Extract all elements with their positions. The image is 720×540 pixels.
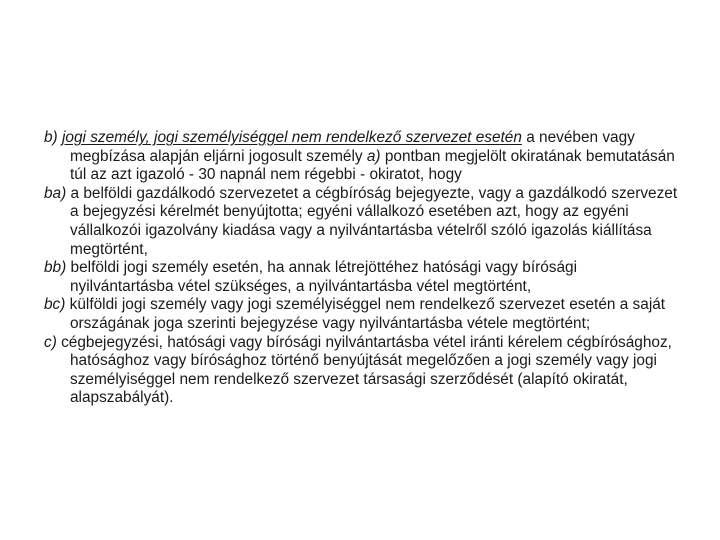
paragraph-reference: a)	[366, 147, 381, 165]
paragraph-text: cégbejegyzési, hatósági vagy bírósági nyilvántartásba vétel iránti kérelem cégbírósághoz, hatósághoz vagy bírósághoz történő benyújtását megelőzően a jogi személy vagy jogi személyiséggel nem rendelkező szervezet társasági szerződését (alapító okiratát, alapszabályát).	[56, 333, 672, 407]
paragraph-text: pontban megjelölt okiratának bemutatásán túl az azt igazoló - 30 napnál nem régebbi - okiratot, hogy	[70, 147, 675, 184]
paragraph-text: külföldi jogi személy vagy jogi személyiséggel nem rendelkező szervezet esetén a saját országának joga szerinti bejegyzése vagy nyilvántartásba vétele megtörtént;	[65, 296, 666, 332]
paragraph-b	[44, 129, 684, 185]
paragraph-text: belföldi jogi személy esetén, ha annak létrejöttéhez hatósági vagy bírósági nyilvántartásba vétel szükséges, a nyilvántartásba vétel megtörtént,	[66, 259, 578, 295]
paragraph-ba	[44, 185, 684, 259]
paragraph-marker: b)	[44, 129, 58, 146]
paragraph-text: a nevében vagy megbízása alapján eljárni jogosult személy	[70, 129, 635, 165]
paragraph-c	[44, 334, 684, 408]
paragraph-marker: bc)	[44, 296, 66, 314]
paragraph-marker: c)	[44, 333, 57, 351]
paragraph-marker: ba)	[44, 184, 67, 202]
paragraph-marker: bb)	[44, 259, 67, 277]
paragraph-bc	[44, 296, 684, 333]
underlined-phrase: jogi személy, jogi személyiséggel nem rendelkező szervezet esetén	[61, 129, 522, 146]
document-body	[44, 129, 684, 408]
paragraph-text: a belföldi gazdálkodó szervezetet a cégbíróság bejegyezte, vagy a gazdálkodó szervezet a bejegyzési kérelmét benyújtotta; egyéni vállalkozó esetében azt, hogy az egyéni vállalkozói igazolvány kiadása vagy a nyilvántartásba vételről szóló igazolás kiállítása megtörtént,	[66, 184, 678, 258]
paragraph-bb	[44, 259, 684, 296]
